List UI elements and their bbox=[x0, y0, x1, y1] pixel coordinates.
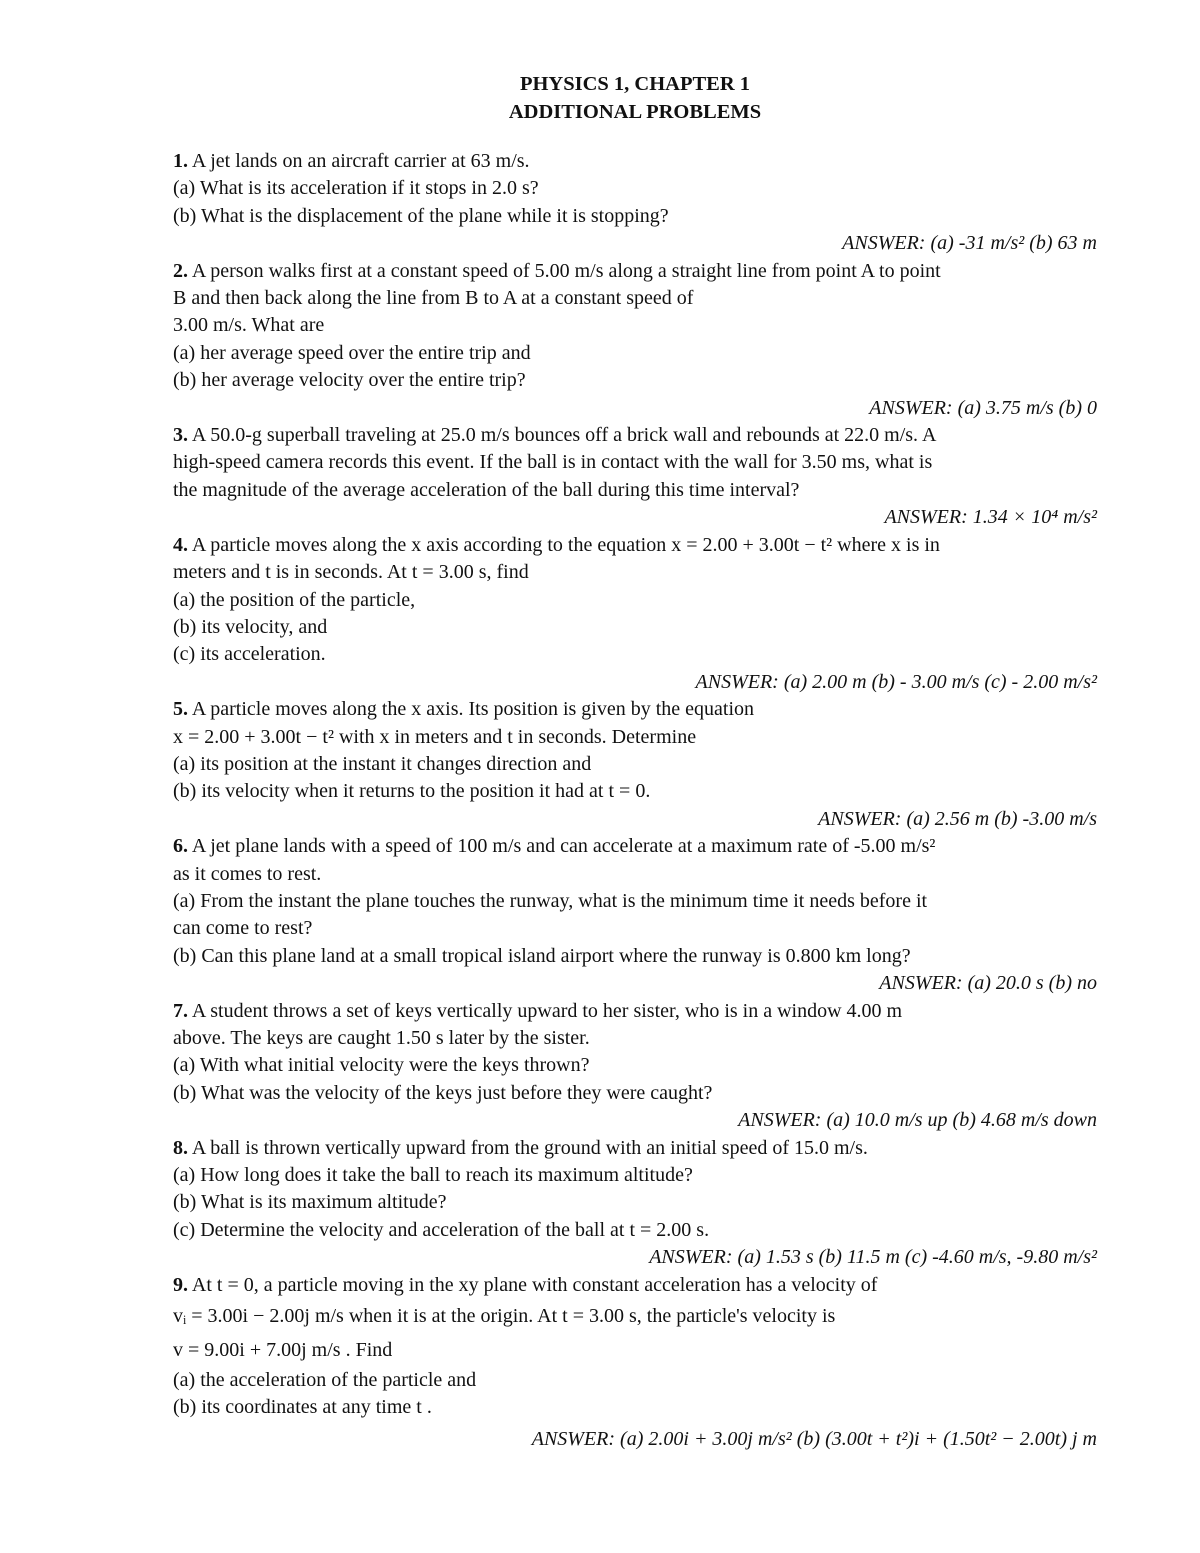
problem-line: (a) How long does it take the ball to reach its maximum altitude? bbox=[173, 1164, 693, 1187]
problem-line: the magnitude of the average acceleration of the ball during this time interval? bbox=[173, 478, 800, 501]
document-subtitle: ADDITIONAL PROBLEMS bbox=[508, 101, 762, 123]
problem-line: (b) her average velocity over the entire trip? bbox=[173, 369, 526, 392]
answer-line: ANSWER: (a) 3.75 m/s (b) 0 bbox=[869, 396, 1097, 419]
problem-line: (a) its position at the instant it changes direction and bbox=[173, 752, 592, 775]
answer-line: ANSWER: 1.34 × 10⁴ m/s² bbox=[884, 506, 1097, 529]
problem-1 bbox=[173, 148, 1097, 258]
problem-line: 3.00 m/s. What are bbox=[173, 314, 325, 337]
problem-text: A 50.0-g superball traveling at 25.0 m/s bounces off a brick wall and rebounds at 22.0 m/s. A bbox=[191, 424, 937, 447]
problem-3 bbox=[173, 422, 1097, 532]
problem-line: (b) its velocity, and bbox=[173, 615, 328, 638]
problem-line bbox=[173, 998, 1097, 1025]
problem-line: (b) What is the displacement of the plane while it is stopping? bbox=[173, 204, 669, 227]
problem-number: 9. bbox=[173, 1273, 188, 1296]
problem-line bbox=[173, 258, 1097, 285]
problem-line: (a) From the instant the plane touches the runway, what is the minimum time it needs before it bbox=[173, 889, 928, 912]
problem-equation-line: v = 9.00i + 7.00j m/s . Find bbox=[173, 1339, 393, 1362]
problem-line: B and then back along the line from B to A at a constant speed of bbox=[173, 287, 694, 310]
answer-line: ANSWER: (a) 2.00 m (b) - 3.00 m/s (c) - 2.00 m/s² bbox=[695, 670, 1097, 693]
problem-8 bbox=[173, 1135, 1097, 1272]
problem-number: 7. bbox=[173, 999, 188, 1022]
problem-line: (a) the position of the particle, bbox=[173, 588, 416, 611]
document-page bbox=[173, 70, 1097, 1456]
problem-line: x = 2.00 + 3.00t − t² with x in meters and t in seconds. Determine bbox=[173, 725, 697, 748]
problem-number: 2. bbox=[173, 259, 188, 282]
problem-text: A jet lands on an aircraft carrier at 63 m/s. bbox=[191, 150, 530, 172]
problem-equation-line: vᵢ = 3.00i − 2.00j m/s when it is at the origin. At t = 3.00 s, the particle's velocity is bbox=[173, 1305, 836, 1328]
problem-7 bbox=[173, 998, 1097, 1135]
problem-line: (c) its acceleration. bbox=[173, 643, 326, 666]
problem-line bbox=[173, 1135, 1097, 1162]
problem-number: 5. bbox=[173, 698, 188, 721]
problem-4 bbox=[173, 532, 1097, 696]
problem-text: A person walks first at a constant speed of 5.00 m/s along a straight line from point A to point bbox=[191, 259, 941, 282]
answer-line: ANSWER: (a) 2.00i + 3.00j m/s² (b) (3.00t + t²)i + (1.50t² − 2.00t) j m bbox=[531, 1427, 1097, 1450]
problem-6 bbox=[173, 833, 1097, 997]
problem-line: (b) What was the velocity of the keys just before they were caught? bbox=[173, 1081, 713, 1104]
problem-line bbox=[173, 422, 1097, 449]
document-title: PHYSICS 1, CHAPTER 1 bbox=[519, 73, 751, 95]
problem-text: A particle moves along the x axis. Its position is given by the equation bbox=[191, 698, 755, 721]
problem-number: 1. bbox=[173, 150, 188, 172]
problem-9 bbox=[173, 1272, 1097, 1456]
problem-number: 6. bbox=[173, 835, 188, 858]
problem-text: A jet plane lands with a speed of 100 m/s and can accelerate at a maximum rate of -5.00 m/s² bbox=[191, 835, 936, 858]
answer-line: ANSWER: (a) 1.53 s (b) 11.5 m (c) -4.60 m/s, -9.80 m/s² bbox=[649, 1246, 1097, 1269]
problem-number: 8. bbox=[173, 1136, 188, 1159]
answer-line: ANSWER: (a) 20.0 s (b) no bbox=[879, 972, 1097, 995]
problem-number: 3. bbox=[173, 424, 188, 447]
answer-line: ANSWER: (a) 10.0 m/s up (b) 4.68 m/s down bbox=[738, 1109, 1097, 1132]
problem-line: as it comes to rest. bbox=[173, 862, 322, 885]
problem-line: (a) What is its acceleration if it stops in 2.0 s? bbox=[173, 177, 539, 200]
problem-line: high-speed camera records this event. If the ball is in contact with the wall for 3.50 ms, what is bbox=[173, 451, 933, 474]
problem-text: A ball is thrown vertically upward from the ground with an initial speed of 15.0 m/s. bbox=[191, 1136, 868, 1159]
problem-line: (a) With what initial velocity were the keys thrown? bbox=[173, 1054, 590, 1077]
problem-line: can come to rest? bbox=[173, 917, 313, 940]
problem-line: (a) her average speed over the entire trip and bbox=[173, 341, 531, 364]
problem-line: (b) Can this plane land at a small tropical island airport where the runway is 0.800 km long? bbox=[173, 944, 911, 967]
problem-line bbox=[173, 833, 1097, 860]
problem-line: (a) the acceleration of the particle and bbox=[173, 1369, 477, 1392]
problem-text: A student throws a set of keys vertically upward to her sister, who is in a window 4.00 m bbox=[191, 999, 903, 1022]
problem-line: meters and t is in seconds. At t = 3.00 s, find bbox=[173, 561, 529, 584]
answer-line: ANSWER: (a) 2.56 m (b) -3.00 m/s bbox=[818, 807, 1097, 830]
problem-5 bbox=[173, 696, 1097, 833]
problem-text: At t = 0, a particle moving in the xy plane with constant acceleration has a velocity of bbox=[191, 1273, 878, 1296]
problem-line: (c) Determine the velocity and acceleration of the ball at t = 2.00 s. bbox=[173, 1218, 710, 1241]
problem-line bbox=[173, 696, 1097, 723]
problem-line bbox=[173, 532, 1097, 559]
problem-number: 4. bbox=[173, 533, 188, 556]
problem-line: (b) What is its maximum altitude? bbox=[173, 1191, 447, 1214]
problem-line: (b) its velocity when it returns to the position it had at t = 0. bbox=[173, 780, 651, 803]
problem-line: above. The keys are caught 1.50 s later by the sister. bbox=[173, 1027, 590, 1049]
answer-line: ANSWER: (a) -31 m/s² (b) 63 m bbox=[842, 232, 1097, 255]
problem-line bbox=[173, 1272, 1097, 1299]
problem-line: (b) its coordinates at any time t . bbox=[173, 1396, 432, 1419]
problem-text: A particle moves along the x axis according to the equation x = 2.00 + 3.00t − t² where x is in bbox=[191, 533, 940, 556]
problem-2 bbox=[173, 258, 1097, 422]
problem-line bbox=[173, 148, 1097, 175]
